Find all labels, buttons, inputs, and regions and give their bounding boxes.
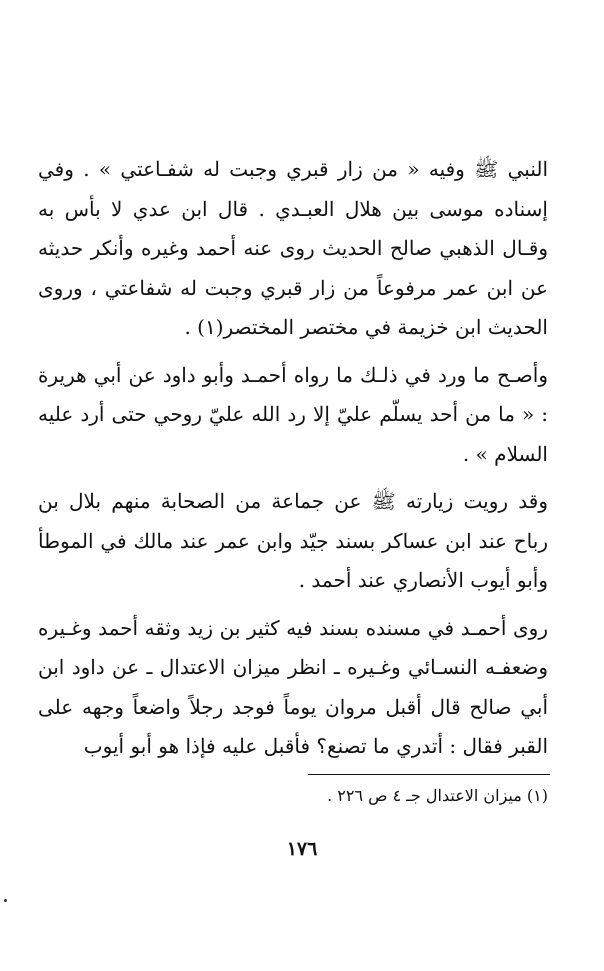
footnote-divider <box>308 774 550 775</box>
scan-speck <box>4 899 7 902</box>
page-number: ١٧٦ <box>286 838 318 860</box>
paragraph-3: وقد رويت زيارته ﷺ عن جماعة من الصحابة منهم بلال بن رباح عند ابن عساكر بسند جيّد وابن عمر عند مالك في الموطأ وأبو أيوب الأنصاري عند أحمد . <box>38 489 548 592</box>
paragraph-2: وأصـح ما ورد في ذلـك ما رواه أحمـد وأبو داود عن أبي هريرة : « ما من أحد يسلّم عليّ إلا رد الله عليّ روحي حتى أرد عليه السلام » . <box>38 362 548 466</box>
paragraph-1: النبي ﷺ وفيه « من زار قبري وجبت له شفـاعتي » . وفي إسناده موسى بين هلال العبـدي . قال ابن عدي لا بأس به وقـال الذهبي صالح الحديث روى عنه أحمد وغيره وأنكر حديثه عن ابن عمر مرفوعاً من زار قبري وجبت له شفاعتي ، وروى الحديث ابن خزيمة في مختصر المختصر(١) . <box>38 157 548 339</box>
main-text <box>38 150 548 775</box>
paragraph-4: روى أحمـد في مسنده بسند فيه كثير بن زيد وثقه أحمد وغـيره وضعفـه النسـائي وغـيره ـ انظر ميزان الاعتدال ـ عن داود ابن أبي صالح قال أقبل مروان يوماً فوجد رجلاً واضعاً وجهه على القبر فقال : أتدري ما تصنع؟ فأقبل عليه فإذا هو أبو أيوب <box>38 615 548 758</box>
footnote: (١) ميزان الاعتدال جـ ٤ ص ٢٢٦ . <box>327 786 548 805</box>
